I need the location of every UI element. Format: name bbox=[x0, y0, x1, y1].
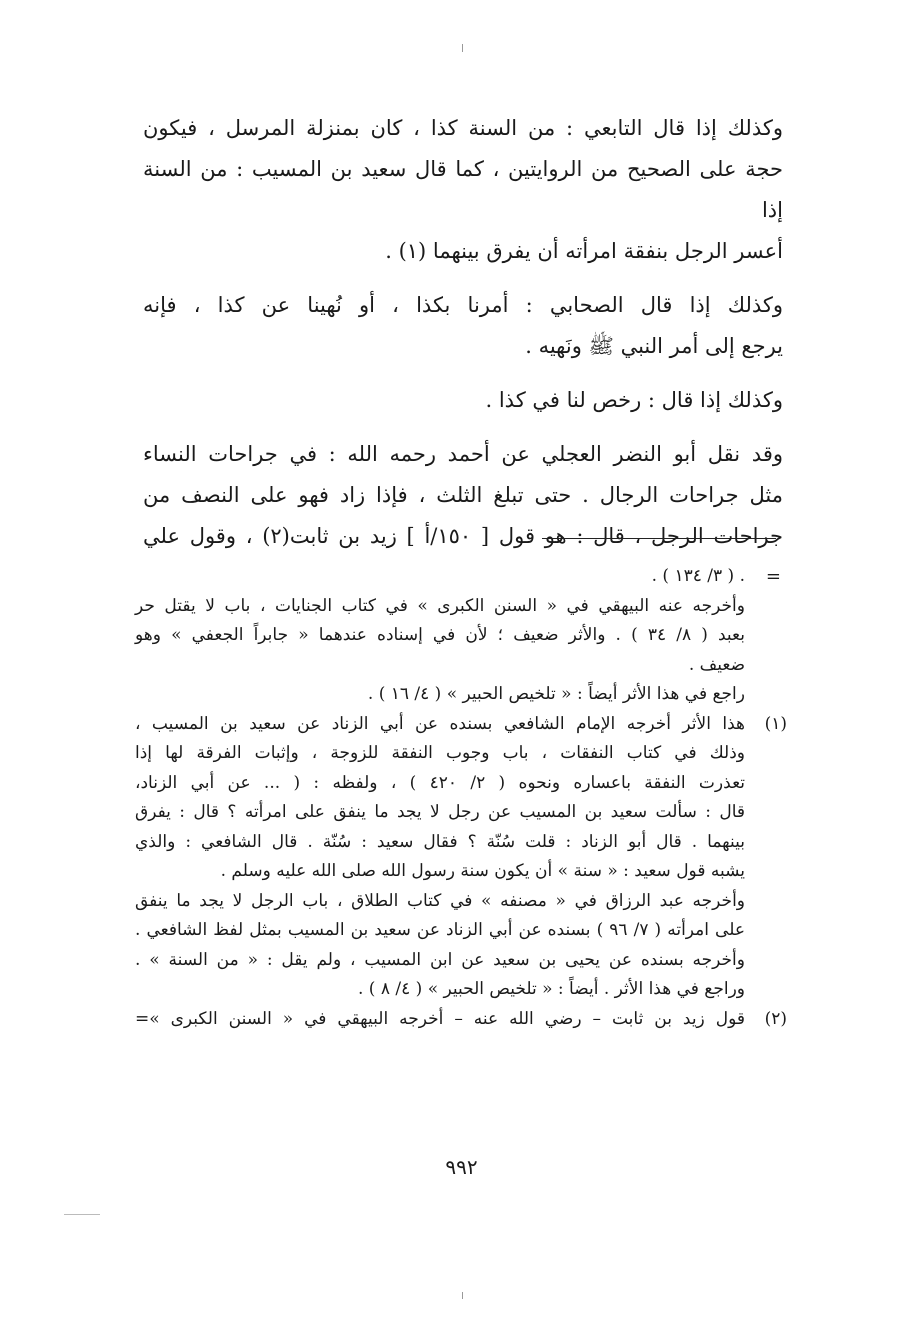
text-line: وقد نقل أبو النضر العجلي عن أحمد رحمه الله : في جراحات النساء bbox=[143, 442, 783, 466]
footnote-line: يشبه قول سعيد : « سنة » أن يكون سنة رسول الله صلى الله عليه وسلم . bbox=[220, 861, 745, 881]
text-line: حجة على الصحيح من الروايتين ، كما قال سعيد بن المسيب : من السنة إذا bbox=[143, 157, 783, 222]
text-line: وكذلك إذا قال التابعي : من السنة كذا ، كان بمنزلة المرسل ، فيكون bbox=[143, 116, 783, 140]
paragraph-sahabi-command bbox=[143, 285, 783, 367]
footnote-line: وأخرجه عنه البيهقي في « السنن الكبرى » في كتاب الجنايات ، باب لا يقتل حر bbox=[135, 595, 745, 616]
footnotes-section bbox=[135, 562, 785, 1034]
text-line: وكذلك إذا قال : رخص لنا في كذا . bbox=[485, 388, 783, 412]
text-line: مثل جراحات الرجال . حتى تبلغ الثلث ، فإذا زاد فهو على النصف من bbox=[143, 483, 783, 507]
footnote-line: على امرأته ( ٧/ ٩٦ ) بسنده عن أبي الزناد عن سعيد بن المسيب بمثل لفظ الشافعي . bbox=[135, 920, 745, 940]
footnote-line: وأخرجه بسنده عن يحيى بن سعيد عن ابن المسيب ، ولم يقل : « من السنة » . bbox=[135, 949, 745, 970]
scan-speck bbox=[64, 1214, 100, 1215]
page-number: ٩٩٢ bbox=[445, 1155, 478, 1179]
footnote-line: راجع في هذا الأثر أيضاً : « تلخيص الحبير » ( ٤/ ١٦ ) . bbox=[367, 684, 745, 704]
footnote-separator-rule bbox=[542, 538, 776, 539]
text-line: وكذلك إذا قال الصحابي : أمرنا بكذا ، أو نُهينا عن كذا ، فإنه bbox=[143, 293, 783, 317]
footnote-2-marker: (٢) bbox=[764, 1008, 787, 1029]
footnote-1 bbox=[135, 710, 785, 1005]
footnote-line: وراجع في هذا الأثر . أيضاً : « تلخيص الحبير » ( ٤/ ٨ ) . bbox=[358, 979, 745, 999]
footnote-line: تعذرت النفقة باعساره ونحوه ( ٢/ ٤٢٠ ) ، ولفظه : ( ... عن أبي الزناد، bbox=[135, 772, 745, 793]
footnote-line: وذلك في كتاب النفقات ، باب وجوب النفقة للزوجة ، وإثبات الفرقة لها إذا bbox=[135, 743, 745, 763]
main-text-body bbox=[143, 108, 783, 570]
footnote-line: بعبد ( ٨/ ٣٤ ) . والأثر ضعيف ؛ لأن في إسناده عندهما « جابراً الجعفي » وهو bbox=[135, 625, 745, 645]
scan-speck bbox=[462, 44, 463, 52]
paragraph-rukhsah bbox=[143, 380, 783, 421]
footnote-continuation bbox=[135, 562, 785, 710]
footnote-line: وأخرجه عبد الرزاق في « مصنفه » في كتاب الطلاق ، باب الرجل لا يجد ما ينفق bbox=[135, 890, 745, 911]
footnote-continuation-marker: = bbox=[765, 566, 781, 587]
footnote-line: . ( ٣/ ١٣٤ ) . bbox=[651, 566, 745, 586]
footnote-line: بينهما . قال أبو الزناد : قلت سُنّة ؟ فقال سعيد : سُنّة . قال الشافعي : والذي bbox=[135, 831, 745, 852]
text-line: يرجع إلى أمر النبي ﷺ ونَهيه . bbox=[525, 334, 783, 358]
footnote-line: هذا الأثر أخرجه الإمام الشافعي بسنده عن أبي الزناد عن سعيد بن المسيب ، bbox=[135, 713, 745, 734]
text-line: جراحات الرجل ، قال : هو قول [ ١٥٠/أ ] زيد بن ثابت(٢) ، وقول علي bbox=[143, 524, 783, 548]
paragraph-tabii-sunnah bbox=[143, 108, 783, 272]
scan-speck bbox=[462, 1292, 463, 1299]
footnote-line: قال : سألت سعيد بن المسيب عن رجل لا يجد ما ينفق على امرأته ؟ قال : يفرق bbox=[135, 802, 745, 822]
footnote-line: ضعيف . bbox=[688, 654, 745, 675]
footnote-line: قول زيد بن ثابت – رضي الله عنه – أخرجه البيهقي في « السنن الكبرى »= bbox=[135, 1008, 745, 1029]
footnote-1-marker: (١) bbox=[764, 713, 787, 734]
footnote-2 bbox=[135, 1005, 785, 1035]
text-line: أعسر الرجل بنفقة امرأته أن يفرق بينهما (١) . bbox=[385, 239, 783, 263]
